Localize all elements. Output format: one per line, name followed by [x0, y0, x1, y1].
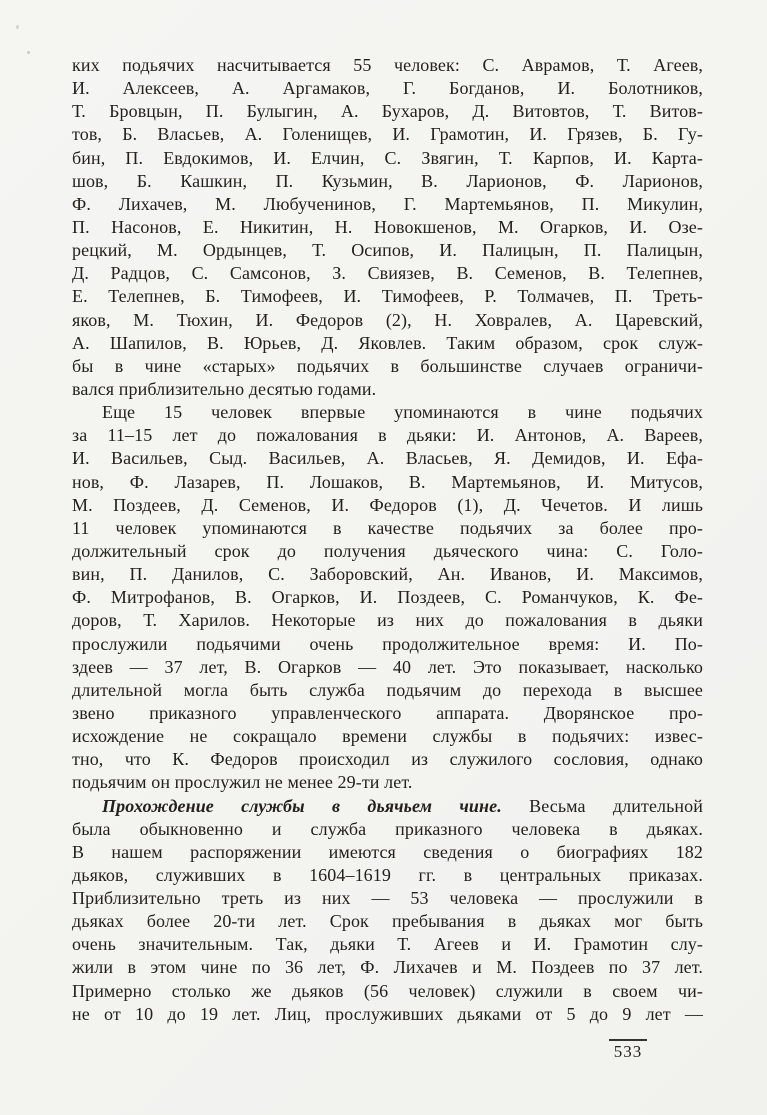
text-line: бин, П. Евдокимов, И. Елчин, С. Звягин, Т. Карпов, И. Карта- [72, 147, 703, 168]
text-line: ких подьячих насчитывается 55 человек: С. Аврамов, Т. Агеев, [72, 55, 703, 75]
text-line: дьяках более 20-ти лет. Срок пребывания в дьяках мог быть [72, 911, 703, 932]
text-line: М. Поздеев, Д. Семенов, И. Федоров (1), Д. Чечетов. И лишь [72, 494, 703, 515]
text-line: бы в чине «старых» подьячих в большинстве случаев ограничи- [72, 355, 703, 376]
text-line: И. Алексеев, А. Аргамаков, Г. Богданов, И. Болотников, [72, 78, 703, 99]
section-lead-bold-italic: Прохождение службы в дьячьем чине. [102, 795, 502, 816]
text-line: здеев — 37 лет, В. Огарков — 40 лет. Это показывает, насколько [72, 656, 703, 677]
paragraph-continuation [72, 54, 703, 401]
text-line: исхождение не сокращало времени службы в подьячих: извес- [72, 726, 703, 747]
text-line: длительной могла быть служба подьячим до перехода в высшее [72, 679, 703, 700]
text-line: Еще 15 человек впервые упоминаются в чине подьячих [102, 402, 703, 423]
text-line: вался приблизительно десятью годами. [72, 378, 377, 399]
text-line: очень значительным. Так, дьяки Т. Агеев и И. Грамотин слу- [72, 934, 703, 955]
text-line: И. Васильев, Сыд. Васильев, А. Власьев, Я. Демидов, И. Ефа- [72, 448, 703, 469]
text-line: В нашем распоряжении имеются сведения о биографиях 182 [72, 841, 703, 862]
scan-speck [27, 51, 30, 54]
text-line: Примерно столько же дьяков (56 человек) служили в своем чи- [72, 980, 703, 1001]
text-line: подьячим он прослужил не менее 29-ти лет. [72, 772, 413, 793]
text-line: Д. Радцов, С. Самсонов, З. Свиязев, В. Семенов, В. Телепнев, [72, 263, 703, 284]
scan-speck [16, 25, 19, 29]
text-line: тно, что К. Федоров происходил из служилого сословия, однако [72, 749, 703, 770]
text-line: рецкий, М. Ордынцев, Т. Осипов, И. Палицын, П. Палицын, [72, 240, 703, 261]
text-line: Ф. Митрофанов, В. Огарков, И. Поздеев, С. Романчуков, К. Фе- [72, 587, 703, 608]
text-line: Ф. Лихачев, М. Любученинов, Г. Мартемьянов, П. Микулин, [72, 193, 703, 214]
text-block [72, 54, 703, 1026]
text-line: шов, Б. Кашкин, П. Кузьмин, В. Ларионов, Ф. Ларионов, [72, 170, 703, 191]
text-line: должительный срок до получения дьяческого чина: С. Голо- [72, 540, 703, 561]
text-line: П. Насонов, Е. Никитин, Н. Новокшенов, М. Огарков, И. Озе- [72, 216, 703, 237]
text-run: Весьма длительной [501, 795, 703, 816]
text-line: доров, Т. Харилов. Некоторые из них до пожалования в дьяки [72, 610, 703, 631]
text-line: прослужили подьячими очень продолжительное время: И. По- [72, 633, 703, 654]
text-line: Приблизительно треть из них — 53 человека — прослужили в [72, 888, 703, 909]
text-line: А. Шапилов, В. Юрьев, Д. Яковлев. Таким образом, срок служ- [72, 332, 703, 353]
text-line: тов, Б. Власьев, А. Голенищев, И. Грамотин, И. Грязев, Б. Гу- [72, 124, 703, 145]
page-number: 533 [609, 1039, 647, 1061]
text-line: Т. Бровцын, П. Булыгин, А. Бухаров, Д. Витовтов, Т. Витов- [72, 101, 703, 122]
text-line: была обыкновенно и служба приказного человека в дьяках. [72, 818, 703, 839]
text-line [72, 795, 703, 818]
paragraph-podyachie-terms [72, 401, 703, 794]
text-line: звено приказного управленческого аппарата. Дворянское про- [72, 702, 703, 723]
text-line: дьяков, служивших в 1604–1619 гг. в центральных приказах. [72, 864, 703, 885]
text-line: нов, Ф. Лазарев, П. Лошаков, В. Мартемьянов, И. Митусов, [72, 471, 703, 492]
text-line: не от 10 до 19 лет. Лиц, прослуживших дьяками от 5 до 9 лет — [72, 1003, 703, 1024]
text-line: жили в этом чине по 36 лет, Ф. Лихачев и М. Поздеев по 37 лет. [72, 957, 703, 978]
text-line: Е. Телепнев, Б. Тимофеев, И. Тимофеев, Р. Толмачев, П. Треть- [72, 286, 703, 307]
text-line: яков, М. Тюхин, И. Федоров (2), Н. Ховралев, А. Царевский, [72, 309, 703, 330]
text-line: вин, П. Данилов, С. Заборовский, Ан. Иванов, И. Максимов, [72, 564, 703, 585]
text-line: за 11–15 лет до пожалования в дьяки: И. Антонов, А. Вареев, [72, 425, 703, 446]
text-line: 11 человек упоминаются в качестве подьячих за более про- [72, 517, 703, 538]
paragraph-dyak-service [72, 795, 703, 1026]
